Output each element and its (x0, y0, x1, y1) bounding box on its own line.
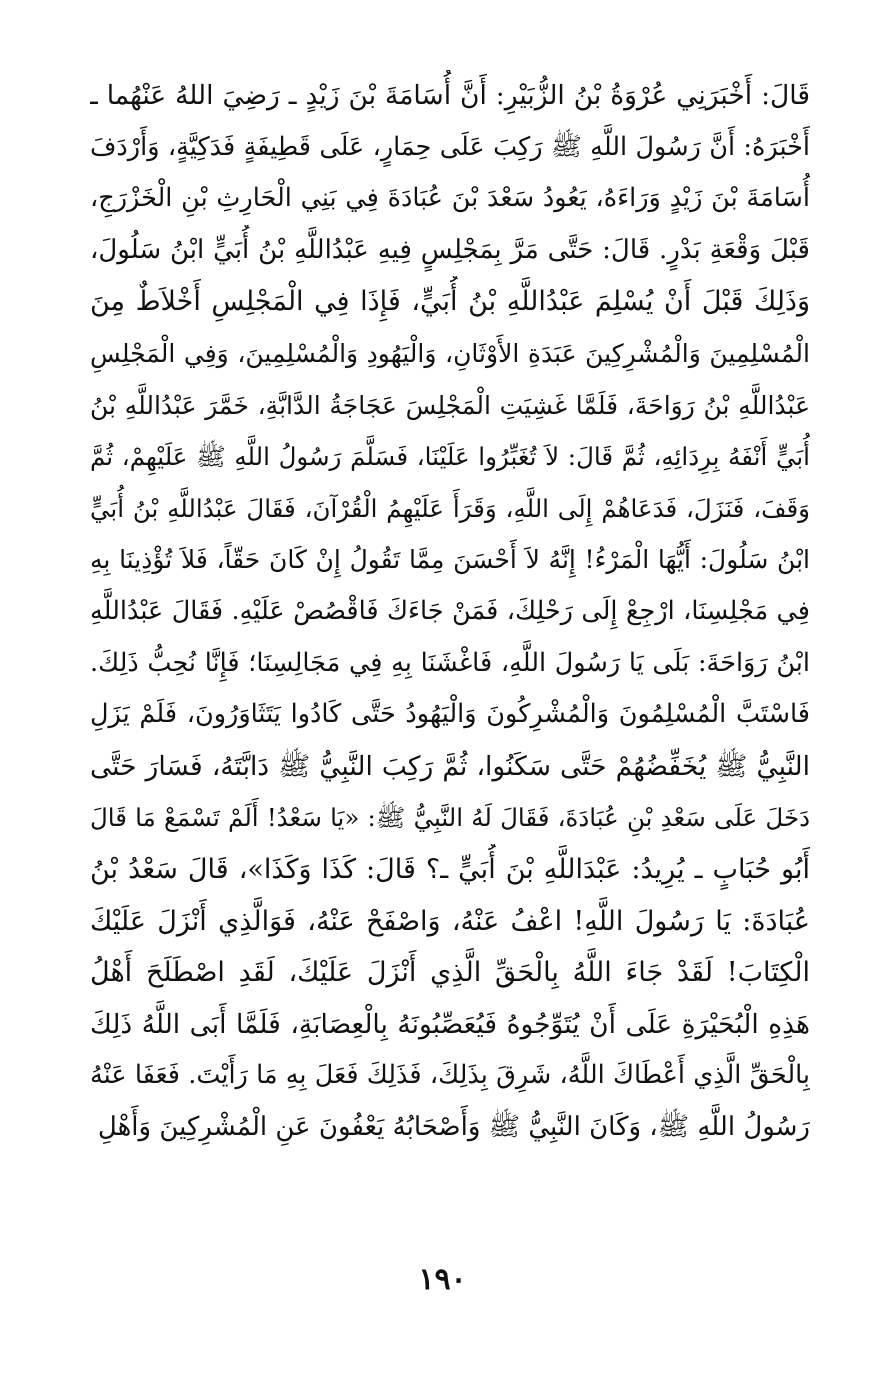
text-line: وَقَفَ، فَنَزَلَ، فَدَعَاهُمْ إِلَى اللَّهِ، وَقَرَأَ عَلَيْهِمُ الْقُرْآنَ، فَقَالَ عَبْدُاللَّهِ بْنُ أُبَيٍّ (90, 493, 810, 523)
text-line: هَذِهِ الْبُحَيْرَةِ عَلَى أَنْ يُتَوِّجُوهُ فَيُعَصِّبُونَهُ بِالْعِصَابَةِ، فَلَمَّا أَبَى اللَّهُ ذَلِكَ (90, 1008, 810, 1040)
text-line: النَّبِيُّ ﷺ يُخَفِّضُهُمْ حَتَّى سَكَنُوا، ثُمَّ رَكِبَ النَّبِيُّ ﷺ دَابَّتَهُ، فَسَارَ حَتَّى (90, 750, 810, 782)
text-line: الْمُسْلِمِينَ وَالْمُشْرِكِينَ عَبَدَةِ الأَوْثَانِ، وَالْيَهُودِ وَالْمُسْلِمِينَ، وَفِي الْمَجْلِسِ (90, 338, 810, 368)
text-line: بِالْحَقِّ الَّذِي أَعْطَاكَ اللَّهُ، شَرِقَ بِذَلِكَ، فَذَلِكَ فَعَلَ بِهِ مَا رَأَيْتَ. فَعَفَا عَنْهُ (90, 1060, 810, 1091)
text-line: عُبَادَةَ: يَا رَسُولَ اللَّهِ! اعْفُ عَنْهُ، وَاصْفَحْ عَنْهُ، فَوَالَّذِي أَنْزَلَ عَلَيْكَ (90, 905, 810, 937)
text-line: قَالَ: أَخْبَرَنِي عُرْوَةُ بْنُ الزُّبَيْرِ: أَنَّ أُسَامَةَ بْنَ زَيْدٍ ـ رَضِيَ اللهُ عَنْهُما ـ (90, 80, 810, 111)
text-line: عَبْدُاللَّهِ بْنُ رَوَاحَةَ، فَلَمَّا غَشِيَتِ الْمَجْلِسَ عَجَاجَةُ الدَّابَّةِ، خَمَّرَ عَبْدُاللَّهِ بْنُ (90, 390, 810, 420)
body-text (90, 70, 810, 1153)
text-line: الْكِتَابَ! لَقَدْ جَاءَ اللَّهُ بِالْحَقِّ الَّذِي أَنْزَلَ عَلَيْكَ، لَقَدِ اصْطَلَحَ أَهْلُ (90, 957, 810, 989)
text-line: ابْنُ رَوَاحَةَ: بَلَى يَا رَسُولَ اللَّهِ، فَاغْشَنَا بِهِ فِي مَجَالِسِنَا؛ فَإِنَّا نُحِبُّ ذَلِكَ. (90, 647, 810, 678)
page-number: ١٩٠ (418, 1262, 467, 1297)
text-line: قَبْلَ وَقْعَةِ بَدْرٍ. قَالَ: حَتَّى مَرَّ بِمَجْلِسٍ فِيهِ عَبْدُاللَّهِ بْنُ أُبَيٍّ ابْنُ سَلُولَ، (90, 234, 810, 265)
text-line: فَاسْتَبَّ الْمُسْلِمُونَ وَالْمُشْرِكُونَ وَالْيَهُودُ حَتَّى كَادُوا يَتَثَاوَرُونَ، فَلَمْ يَزَلِ (90, 699, 810, 730)
text-line: دَخَلَ عَلَى سَعْدِ بْنِ عُبَادَةَ، فَقَالَ لَهُ النَّبِيُّ ﷺ: «يَا سَعْدُ! أَلَمْ تَسْمَعْ مَا قَالَ (90, 803, 810, 833)
text-line: وَذَلِكَ قَبْلَ أَنْ يُسْلِمَ عَبْدُاللَّهِ بْنُ أُبَيٍّ، فَإِذَا فِي الْمَجْلِسِ أَخْلاَطٌ مِنَ (90, 286, 810, 318)
text-line: أَبُو حُبَابٍ ـ يُرِيدُ: عَبْدَاللَّهِ بْنَ أُبَيٍّ ـ؟ قَالَ: كَذَا وَكَذَا»، قَالَ سَعْدُ بْنُ (90, 853, 810, 885)
text-line: فِي مَجْلِسِنَا، ارْجِعْ إِلَى رَحْلِكَ، فَمَنْ جَاءَكَ فَاقْصُصْ عَلَيْهِ. فَقَالَ عَبْدُاللَّهِ (90, 595, 810, 626)
text-line: أَخْبَرَهُ: أَنَّ رَسُولَ اللَّهِ ﷺ رَكِبَ عَلَى حِمَارٍ، عَلَى قَطِيفَةٍ فَدَكِيَّةٍ، وَأَرْدَفَ (90, 131, 810, 162)
text-line: ابْنُ سَلُولَ: أَيُّهَا الْمَرْءُ! إِنَّهُ لاَ أَحْسَنَ مِمَّا تَقُولُ إِنْ كَانَ حَقّاً، فَلاَ تُؤْذِينَا بِهِ (90, 545, 810, 575)
text-line: رَسُولُ اللَّهِ ﷺ، وَكَانَ النَّبِيُّ ﷺ وَأَصْحَابُهُ يَعْفُونَ عَنِ الْمُشْرِكِينَ وَأَهْلِ (97, 1111, 810, 1142)
text-line: أُسَامَةَ بْنَ زَيْدٍ وَرَاءَهُ، يَعُودُ سَعْدَ بْنَ عُبَادَةَ فِي بَنِي الْحَارِثِ بْنِ الْخَزْرَجِ، (90, 183, 810, 214)
text-line: أُبَيٍّ أَنْفَهُ بِرِدَائِهِ، ثُمَّ قَالَ: لاَ تُغَبِّرُوا عَلَيْنَا، فَسَلَّمَ رَسُولُ اللَّهِ ﷺ عَلَيْهِمْ، ثُمَّ (90, 442, 810, 472)
